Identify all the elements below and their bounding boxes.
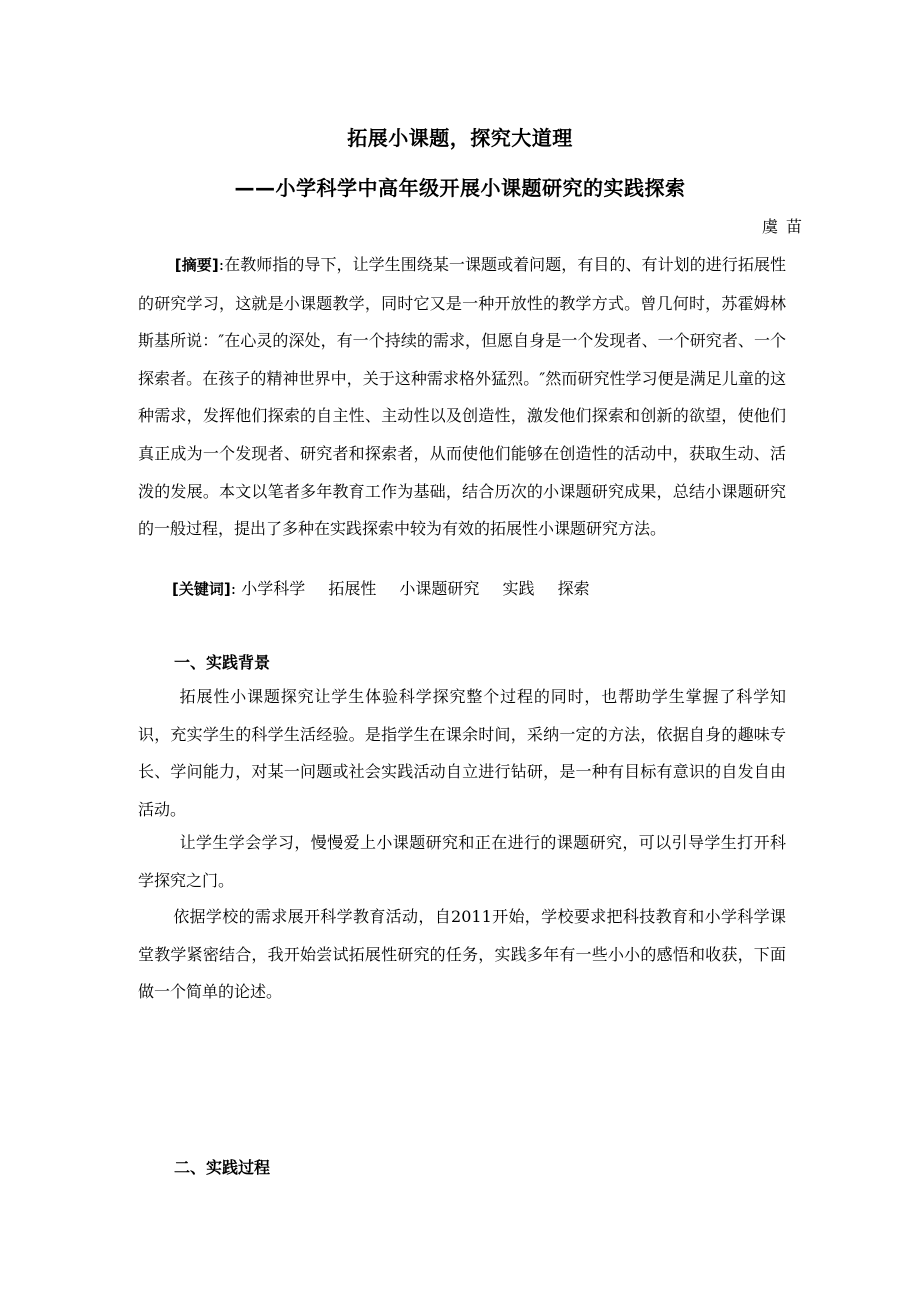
body-paragraph: 让学生学会学习，慢慢爱上小课题研究和正在进行的课题研究，可以引导学生打开科学探究之门。	[138, 833, 786, 890]
abstract-label: [摘要]	[174, 256, 219, 274]
keyword-item: 小课题研究	[399, 579, 480, 598]
section-heading-background: 一、实践背景	[174, 653, 271, 672]
keywords-label: [关键词]	[172, 580, 231, 598]
abstract-separator: :	[218, 255, 225, 274]
keyword-item: 拓展性	[328, 579, 377, 598]
keywords-line	[172, 570, 608, 609]
keyword-item: 实践	[502, 579, 535, 598]
abstract-paragraph	[138, 246, 786, 548]
document-subtitle: ——小学科学中高年级开展小课题研究的实践探索	[234, 176, 686, 200]
keyword-item: 小学科学	[241, 579, 306, 598]
document-title: 拓展小课题，探究大道理	[347, 126, 573, 150]
section-heading-process: 二、实践过程	[174, 1158, 271, 1177]
keyword-item: 探索	[557, 579, 590, 598]
body-paragraph: 拓展性小课题探究让学生体验科学探究整个过程的同时，也帮助学生掌握了科学知识，充实学生的科学生活经验。是指学生在课余时间，采纳一定的方法，依据自身的趣味专长、学问能力，对某一问题或社会实践活动自立进行钻研，是一种有目标有意识的自发自由活动。	[138, 687, 786, 819]
abstract-text: 在教师指的导下，让学生围绕某一课题或着问题，有目的、有计划的进行拓展性的研究学习，这就是小课题教学，同时它又是一种开放性的教学方式。曾几何时，苏霍姆林斯基所说：″在心灵的深处，有一个持续的需求，但愿自身是一个发现者、一个研究者、一个探索者。在孩子的精神世界中，关于这种需求格外猛烈。″然而研究性学习便是满足儿童的这种需求，发挥他们探索的自主性、主动性以及创造性，激发他们探索和创新的欲望，使他们真正成为一个发现者、研究者和探索者，从而使他们能够在创造性的活动中，获取生动、活泼的发展。本文以笔者多年教育工作为基础，结合历次的小课题研究成果，总结小课题研究的一般过程，提出了多种在实践探索中较为有效的拓展性小课题研究方法。	[138, 255, 786, 539]
author-name: 虞苗	[761, 217, 810, 236]
body-paragraph: 依据学校的需求展开科学教育活动，自2011开始，学校要求把科技教育和小学科学课堂教学紧密结合，我开始尝试拓展性研究的任务，实践多年有一些小小的感悟和收获，下面做一个简单的论述。	[138, 907, 786, 1002]
keywords-separator: :	[230, 579, 237, 598]
